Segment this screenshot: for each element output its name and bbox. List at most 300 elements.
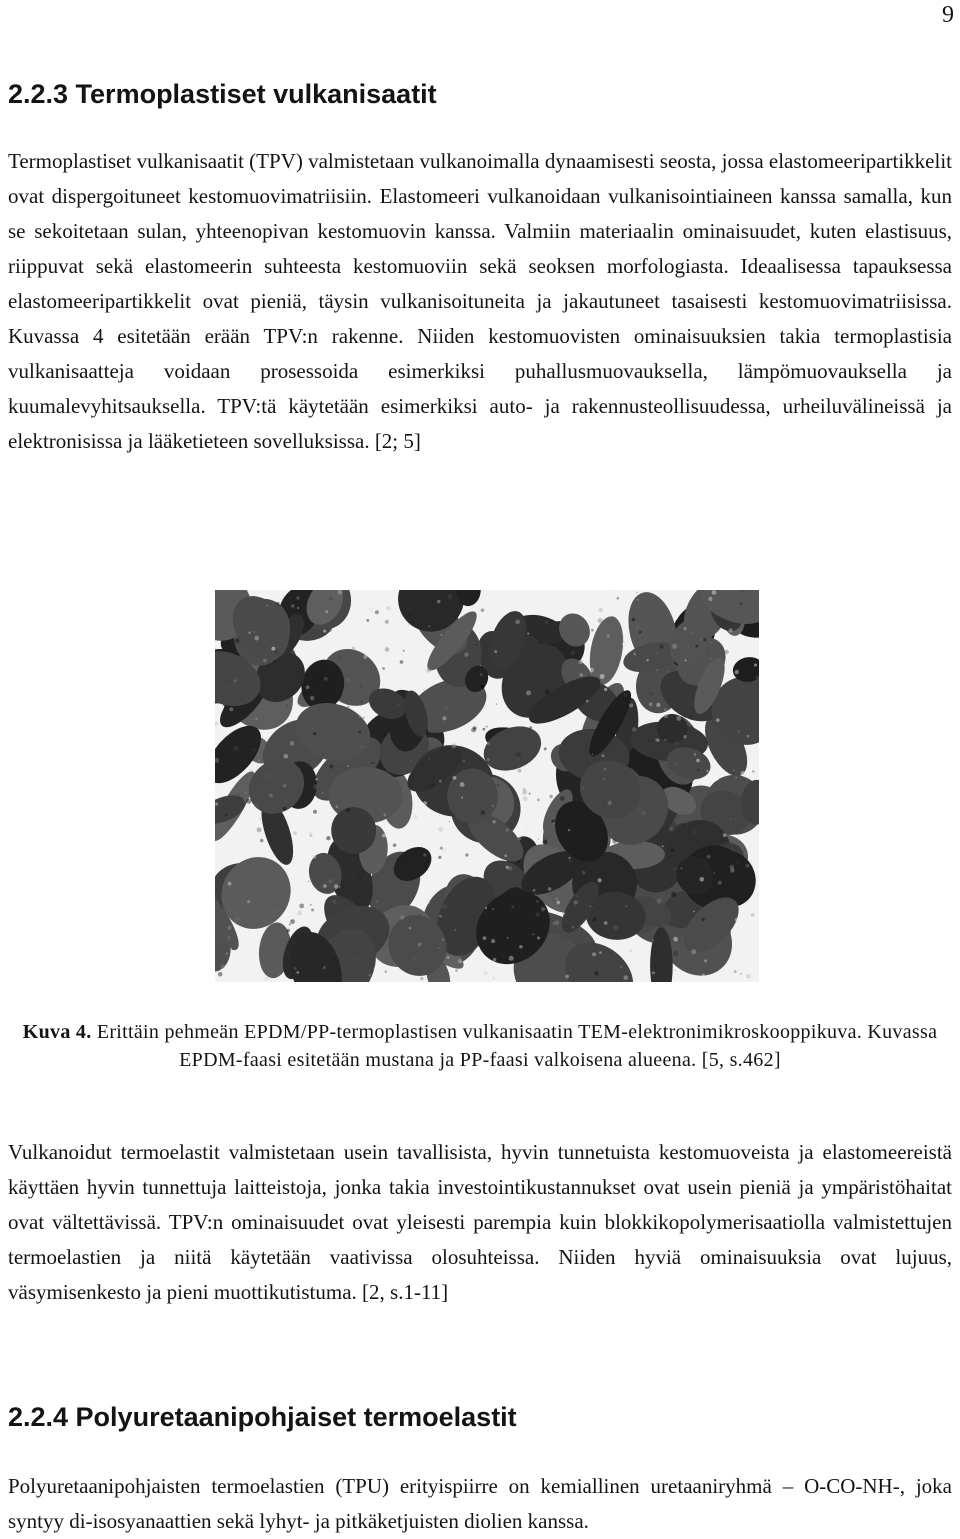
micrograph-grain xyxy=(293,831,297,835)
micrograph-grain xyxy=(733,770,734,771)
micrograph-grain xyxy=(656,703,660,707)
micrograph-grain xyxy=(666,670,669,673)
micrograph-grain xyxy=(361,701,364,704)
micrograph-grain xyxy=(700,877,705,882)
micrograph-grain xyxy=(745,923,747,925)
micrograph-grain xyxy=(274,650,278,654)
micrograph-grain xyxy=(463,616,464,617)
micrograph-grain xyxy=(310,832,312,834)
micrograph-grain xyxy=(486,725,488,727)
micrograph-grain xyxy=(359,684,363,688)
micrograph-grain xyxy=(730,819,731,820)
micrograph-grain xyxy=(624,975,629,980)
micrograph-grain xyxy=(481,685,485,689)
micrograph-grain xyxy=(565,975,569,979)
micrograph-grain xyxy=(576,894,579,897)
micrograph-grain xyxy=(487,742,490,745)
micrograph-grain xyxy=(391,657,394,660)
micrograph-grain xyxy=(702,918,705,921)
micrograph-grain xyxy=(590,905,592,907)
micrograph-grain xyxy=(686,645,689,648)
micrograph-grain xyxy=(423,801,427,805)
micrograph-grain xyxy=(542,840,547,845)
micrograph-grain xyxy=(298,704,300,706)
micrograph-grain xyxy=(227,936,231,940)
micrograph-grain xyxy=(564,925,566,927)
micrograph-grain xyxy=(463,761,465,763)
micrograph-grain xyxy=(263,659,267,663)
micrograph-grain xyxy=(632,618,636,622)
micrograph-grain xyxy=(386,769,389,772)
micrograph-grain xyxy=(234,679,237,682)
micrograph-grain xyxy=(692,829,697,834)
micrograph-grain xyxy=(333,958,336,961)
micrograph-grain xyxy=(259,818,261,820)
micrograph-grain xyxy=(636,592,638,594)
micrograph-grain xyxy=(226,952,228,954)
micrograph-grain xyxy=(393,843,397,847)
micrograph-grain xyxy=(367,790,369,792)
micrograph-grain xyxy=(426,861,428,863)
micrograph-grain xyxy=(630,950,632,952)
micrograph-grain xyxy=(689,716,692,719)
micrograph-grain xyxy=(506,866,509,869)
micrograph-grain xyxy=(339,886,341,888)
micrograph-grain xyxy=(442,904,447,909)
micrograph-grain xyxy=(511,905,514,908)
micrograph-grain xyxy=(264,938,266,940)
micrograph-grain xyxy=(419,914,421,916)
micrograph-grain xyxy=(258,760,260,762)
micrograph-grain xyxy=(501,769,502,770)
micrograph-grain xyxy=(690,632,691,633)
micrograph-grain xyxy=(400,916,404,920)
micrograph-grain xyxy=(260,839,264,843)
micrograph-grain xyxy=(704,959,707,962)
micrograph-grain xyxy=(538,839,539,840)
micrograph-grain xyxy=(610,718,614,722)
micrograph-grain xyxy=(668,766,673,771)
micrograph-grain xyxy=(509,956,514,961)
micrograph-grain xyxy=(536,900,538,902)
micrograph-grain xyxy=(593,710,596,713)
micrograph-grain xyxy=(264,977,268,981)
micrograph-grain xyxy=(484,971,488,975)
micrograph-grain xyxy=(537,936,540,939)
micrograph-grain xyxy=(440,847,443,850)
micrograph-grain xyxy=(574,900,578,904)
micrograph-grain xyxy=(359,715,362,718)
micrograph-grain xyxy=(492,805,494,807)
micrograph-grain xyxy=(635,625,640,630)
micrograph-grain xyxy=(427,668,431,672)
micrograph-grain xyxy=(267,774,272,779)
micrograph-grain xyxy=(442,716,446,720)
micrograph-grain xyxy=(257,827,262,832)
micrograph-grain xyxy=(491,939,495,943)
micrograph-grain xyxy=(255,718,257,720)
micrograph-grain xyxy=(283,784,287,788)
micrograph-grain xyxy=(431,783,435,787)
micrograph-grain xyxy=(740,973,742,975)
micrograph-grain xyxy=(273,909,277,913)
micrograph-grain xyxy=(714,872,715,873)
micrograph-grain xyxy=(582,871,586,875)
micrograph-grain xyxy=(749,907,751,909)
micrograph-grain xyxy=(373,968,375,970)
micrograph-grain xyxy=(480,674,482,676)
micrograph-grain xyxy=(755,675,759,679)
micrograph-grain xyxy=(735,670,739,674)
micrograph-grain xyxy=(569,860,572,863)
micrograph-grain xyxy=(447,956,450,959)
micrograph-grain xyxy=(710,657,711,658)
micrograph-grain xyxy=(352,646,356,650)
micrograph-grain xyxy=(655,738,658,741)
micrograph-grain xyxy=(410,760,412,762)
micrograph-grain xyxy=(372,754,374,756)
section-heading-2-2-4: 2.2.4 Polyuretaanipohjaiset termoelastit xyxy=(8,1402,517,1432)
micrograph-grain xyxy=(551,819,555,823)
micrograph-grain xyxy=(408,607,412,611)
micrograph-grain xyxy=(291,604,294,607)
micrograph-grain xyxy=(429,758,431,760)
micrograph-grain xyxy=(255,782,257,784)
micrograph-grain xyxy=(657,898,662,903)
micrograph-grain xyxy=(554,920,559,925)
micrograph-grain xyxy=(592,754,593,755)
micrograph-grain xyxy=(228,882,232,886)
micrograph-grain xyxy=(400,660,404,664)
micrograph-grain xyxy=(483,728,486,731)
micrograph-grain xyxy=(235,639,239,643)
tem-micrograph-figure xyxy=(215,590,759,982)
micrograph-grain xyxy=(674,970,676,972)
micrograph-grain xyxy=(458,959,462,963)
micrograph-grain xyxy=(423,853,426,856)
micrograph-grain xyxy=(526,691,531,696)
micrograph-grain xyxy=(673,951,678,956)
micrograph-grain xyxy=(229,707,233,711)
micrograph-grain xyxy=(385,647,389,651)
micrograph-grain xyxy=(271,647,275,651)
micrograph-grain xyxy=(639,631,642,634)
micrograph-grain xyxy=(518,837,522,841)
micrograph-grain xyxy=(527,633,529,635)
micrograph-grain xyxy=(286,705,288,707)
micrograph-grain xyxy=(338,655,343,660)
micrograph-grain xyxy=(735,918,739,922)
micrograph-grain xyxy=(541,907,545,911)
micrograph-grain xyxy=(465,853,468,856)
micrograph-grain xyxy=(310,904,312,906)
micrograph-grain xyxy=(402,859,407,864)
micrograph-grain xyxy=(620,966,623,969)
micrograph-grain xyxy=(637,599,638,600)
micrograph-grain xyxy=(248,632,250,634)
micrograph-grain xyxy=(234,746,239,751)
micrograph-grain xyxy=(411,957,416,962)
micrograph-grain xyxy=(492,820,495,823)
micrograph-grain xyxy=(420,977,423,980)
micrograph-grain xyxy=(296,596,300,600)
micrograph-grain xyxy=(283,807,287,811)
micrograph-grain xyxy=(672,644,677,649)
micrograph-grain xyxy=(593,918,597,922)
micrograph-grain xyxy=(604,688,607,691)
micrograph-grain xyxy=(592,952,596,956)
micrograph-grain xyxy=(346,808,350,812)
micrograph-grain xyxy=(582,787,584,789)
micrograph-grain xyxy=(494,650,497,653)
micrograph-grain xyxy=(607,785,608,786)
micrograph-grain xyxy=(382,667,385,670)
micrograph-grain xyxy=(548,887,552,891)
micrograph-grain xyxy=(329,629,332,632)
micrograph-grain xyxy=(568,857,570,859)
micrograph-grain xyxy=(322,754,324,756)
micrograph-grain xyxy=(438,856,441,859)
micrograph-grain xyxy=(483,950,484,951)
micrograph-grain xyxy=(479,632,481,634)
micrograph-grain xyxy=(669,827,674,832)
micrograph-grain xyxy=(508,893,510,895)
micrograph-grain xyxy=(487,758,490,761)
micrograph-grain xyxy=(313,784,318,789)
micrograph-grain xyxy=(235,917,239,921)
micrograph-grain xyxy=(228,681,230,683)
micrograph-grain xyxy=(483,936,487,940)
micrograph-grain xyxy=(515,620,520,625)
micrograph-grain xyxy=(535,912,540,917)
micrograph-grain xyxy=(683,735,686,738)
micrograph-grain xyxy=(461,797,463,799)
micrograph-grain xyxy=(519,945,522,948)
micrograph-grain xyxy=(532,934,534,936)
micrograph-grain xyxy=(274,660,276,662)
micrograph-grain xyxy=(653,972,655,974)
micrograph-grain xyxy=(626,906,628,908)
micrograph-grain xyxy=(369,607,374,612)
micrograph-grain xyxy=(418,943,422,947)
micrograph-grain xyxy=(358,731,361,734)
micrograph-grain xyxy=(378,806,383,811)
micrograph-grain xyxy=(215,802,218,805)
micrograph-grain xyxy=(568,829,571,832)
micrograph-grain xyxy=(617,597,620,600)
micrograph-grain xyxy=(376,900,378,902)
micrograph-grain xyxy=(372,762,374,764)
micrograph-grain xyxy=(408,624,410,626)
section-heading-2-2-3: 2.2.3 Termoplastiset vulkanisaatit xyxy=(8,79,437,109)
micrograph-grain xyxy=(315,778,317,780)
micrograph-grain xyxy=(664,714,668,718)
micrograph-grain xyxy=(652,939,655,942)
micrograph-grain xyxy=(599,608,603,612)
micrograph-grain xyxy=(316,876,318,878)
micrograph-grain xyxy=(308,881,309,882)
micrograph-grain xyxy=(329,597,333,601)
micrograph-grain xyxy=(493,615,496,618)
micrograph-grain xyxy=(347,706,350,709)
micrograph-grain xyxy=(296,971,299,974)
micrograph-grain xyxy=(451,743,456,748)
micrograph-grain xyxy=(555,898,558,901)
micrograph-grain xyxy=(623,692,627,696)
micrograph-grain xyxy=(440,634,442,636)
micrograph-grain xyxy=(287,929,290,932)
micrograph-grain xyxy=(336,806,338,808)
micrograph-grain xyxy=(251,769,253,771)
micrograph-grain xyxy=(256,804,259,807)
micrograph-grain xyxy=(529,793,531,795)
tpv-advantages-paragraph: Vulkanoidut termoelastit valmistetaan usein tavallisista, hyvin tunnetuista kestomuoveista ja elastomeereistä käyttäen hyvin tunnettuja laitteistoja, jonka takia investointikustannukset ovat usein pieniä ja ympäristöhaitat ovat vältettävissä. TPV:n ominaisuudet ovat yleisesti parempia kuin blokkikopolymerisaatiolla valmistettujen termoelastien ja niitä käytetään vaativissa olosuhteissa. Niiden hyviä ominaisuuksia ovat lujuus, väsymisenkesto ja pieni muottikutistuma. [2, s.1-11] xyxy=(8,1140,952,1304)
micrograph-grain xyxy=(664,739,666,741)
micrograph-grain xyxy=(684,675,686,677)
micrograph-grain xyxy=(676,716,681,721)
micrograph-grain xyxy=(562,912,565,915)
micrograph-grain xyxy=(310,696,315,701)
micrograph-grain xyxy=(754,713,755,714)
micrograph-grain xyxy=(598,618,603,623)
micrograph-grain xyxy=(673,937,678,942)
micrograph-grain xyxy=(518,769,522,773)
micrograph-grain xyxy=(707,647,709,649)
micrograph-grain xyxy=(696,759,700,763)
micrograph-grain xyxy=(269,794,273,798)
micrograph-grain xyxy=(460,782,465,787)
micrograph-grain xyxy=(578,660,583,665)
micrograph-grain xyxy=(523,788,526,791)
micrograph-grain xyxy=(445,707,448,710)
micrograph-grain xyxy=(629,703,633,707)
micrograph-grain xyxy=(735,777,736,778)
micrograph-grain xyxy=(312,855,316,859)
micrograph-grain xyxy=(693,911,695,913)
micrograph-grain xyxy=(545,690,549,694)
micrograph-grain xyxy=(656,651,660,655)
micrograph-grain xyxy=(706,770,708,772)
figure-caption-label: Kuva 4. xyxy=(22,1021,92,1043)
micrograph-grain xyxy=(506,828,509,831)
micrograph-grain xyxy=(529,726,532,729)
micrograph-grain xyxy=(386,606,390,610)
micrograph-grain xyxy=(725,650,729,654)
micrograph-grain xyxy=(516,752,521,757)
micrograph-grain xyxy=(481,810,486,815)
tem-micrograph-image xyxy=(215,590,759,982)
micrograph-grain xyxy=(347,678,351,682)
micrograph-grain xyxy=(531,682,533,684)
micrograph-grain xyxy=(384,814,387,817)
micrograph-grain xyxy=(496,703,498,705)
micrograph-grain xyxy=(600,674,605,679)
micrograph-grain xyxy=(709,695,713,699)
micrograph-grain xyxy=(716,718,720,722)
micrograph-grain xyxy=(527,710,528,711)
micrograph-grain xyxy=(646,659,648,661)
micrograph-grain xyxy=(736,859,741,864)
micrograph-grain xyxy=(633,653,636,656)
micrograph-grain xyxy=(655,791,657,793)
micrograph-grain xyxy=(434,655,436,657)
micrograph-grain xyxy=(556,901,560,905)
micrograph-grain xyxy=(602,754,605,757)
micrograph-grain xyxy=(439,780,442,783)
micrograph-grain xyxy=(712,590,717,595)
micrograph-grain xyxy=(648,740,650,742)
micrograph-grain xyxy=(714,776,719,781)
micrograph-grain xyxy=(323,884,327,888)
micrograph-grain xyxy=(604,921,608,925)
micrograph-grain xyxy=(664,708,667,711)
micrograph-grain xyxy=(441,938,444,941)
micrograph-grain xyxy=(747,735,750,738)
micrograph-grain xyxy=(334,884,338,888)
micrograph-grain xyxy=(682,823,686,827)
micrograph-grain xyxy=(230,948,232,950)
micrograph-grain xyxy=(746,974,750,978)
micrograph-grain xyxy=(437,600,441,604)
micrograph-grain xyxy=(544,620,548,624)
micrograph-grain xyxy=(650,877,652,879)
micrograph-grain xyxy=(641,811,646,816)
micrograph-grain xyxy=(695,645,698,648)
micrograph-grain xyxy=(703,638,706,641)
micrograph-grain xyxy=(218,972,223,977)
micrograph-grain xyxy=(383,734,386,737)
micrograph-grain xyxy=(507,937,509,939)
micrograph-grain xyxy=(518,860,520,862)
micrograph-grain xyxy=(273,859,274,860)
micrograph-grain xyxy=(464,652,468,656)
micrograph-grain xyxy=(700,639,702,641)
micrograph-grain xyxy=(562,954,563,955)
micrograph-grain xyxy=(220,964,225,969)
micrograph-grain xyxy=(554,874,557,877)
micrograph-grain xyxy=(678,815,680,817)
micrograph-grain xyxy=(217,910,219,912)
micrograph-grain xyxy=(718,881,722,885)
micrograph-grain xyxy=(708,597,712,601)
micrograph-grain xyxy=(622,642,627,647)
micrograph-grain xyxy=(284,754,289,759)
micrograph-grain xyxy=(673,867,677,871)
micrograph-grain xyxy=(649,692,653,696)
micrograph-grain xyxy=(299,904,304,909)
micrograph-grain xyxy=(455,969,458,972)
micrograph-grain xyxy=(438,947,440,949)
page-number: 9 xyxy=(942,2,954,28)
micrograph-grain xyxy=(612,839,616,843)
micrograph-grain xyxy=(544,747,547,750)
micrograph-grain xyxy=(306,685,310,689)
micrograph-grain xyxy=(591,903,594,906)
micrograph-grain xyxy=(745,676,746,677)
micrograph-grain xyxy=(683,627,686,630)
micrograph-grain xyxy=(398,703,400,705)
micrograph-grain xyxy=(453,776,457,780)
micrograph-grain xyxy=(560,796,565,801)
micrograph-grain xyxy=(589,764,591,766)
micrograph-grain xyxy=(649,702,653,706)
micrograph-grain xyxy=(254,632,255,633)
micrograph-grain xyxy=(429,625,430,626)
micrograph-grain xyxy=(311,909,314,912)
figure-caption xyxy=(8,1018,952,1074)
micrograph-grain xyxy=(475,644,477,646)
micrograph-grain xyxy=(741,771,746,776)
